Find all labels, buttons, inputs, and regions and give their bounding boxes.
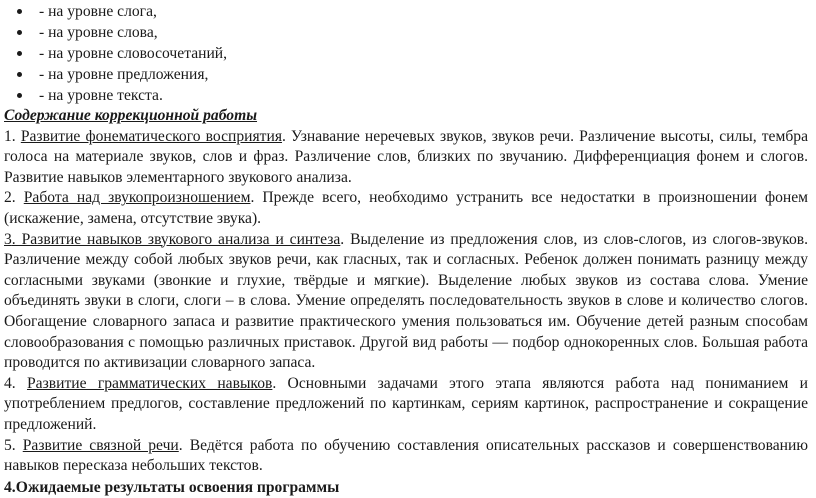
list-item-text: - на уровне предложения, bbox=[39, 66, 209, 83]
item-title: Работа над звукопроизношением bbox=[23, 189, 251, 207]
list-item bbox=[4, 63, 808, 84]
work-item-5 bbox=[4, 436, 808, 477]
list-item-text: - на уровне слога, bbox=[39, 3, 157, 20]
item-text: . Узнавание неречевых звуков, звуков речи. Различение высоты, силы, тембра голоса на материале звуков, слов и фраз. Различение слов, близких по звучанию. Дифференциация фонем и слогов. Развитие навыков элементарного звукового анализа. bbox=[4, 127, 808, 186]
list-item bbox=[4, 42, 808, 63]
list-item-text: - на уровне слова, bbox=[39, 24, 158, 41]
item-title: Развитие фонематического восприятия bbox=[20, 127, 283, 145]
bullet-icon bbox=[17, 9, 22, 14]
item-title: . Развитие навыков звукового анализа и синтеза bbox=[11, 230, 341, 248]
item-title: Развитие связной речи bbox=[22, 436, 179, 454]
work-item-2 bbox=[4, 188, 808, 229]
bullet-icon bbox=[17, 30, 22, 35]
item-number: 3 bbox=[4, 230, 12, 248]
list-item-text: - на уровне текста. bbox=[39, 87, 163, 104]
list-item bbox=[4, 84, 808, 105]
item-text: . Основными задачами этого этапа являются работа над пониманием и употреблением предлогов, составление предложений по картинкам, сериям картинок, распространение и сокращение предложений. bbox=[4, 374, 808, 433]
item-text: . Прежде всего, необходимо устранить все недостатки в произношении фонем (искажение, замена, отсутствие звука). bbox=[4, 189, 809, 227]
bullet-icon bbox=[17, 93, 22, 98]
list-item-text: - на уровне словосочетаний, bbox=[39, 45, 228, 62]
levels-list bbox=[4, 0, 808, 105]
bullet-icon bbox=[17, 72, 22, 77]
item-number: 2. bbox=[4, 189, 24, 207]
item-number: 4. bbox=[4, 374, 27, 392]
section-heading: Содержание коррекционной работы bbox=[4, 107, 258, 124]
list-item bbox=[4, 0, 808, 21]
work-item-1 bbox=[4, 127, 808, 189]
final-heading: 4.Ожидаемые результаты освоения программы bbox=[4, 478, 340, 496]
work-item-3 bbox=[4, 230, 808, 374]
item-number: 5. bbox=[4, 436, 23, 454]
item-text: . Выделение из предложения слов, из слов-слогов, из слогов-звуков. Различение между собой любых звуков речи, как гласных, так и согласных. Ребенок должен понимать разницу между согласными звуками (звонкие и глухие, твёрдые и мягкие). Выделение любых звуков из состава слова. Умение объединять звуки в слоги, слоги – в слова. Умение определять последовательность звуков в слове и количество слогов. Обогащение словарного запаса и развитие практического умения пользоваться им. Обучение детей разным способам словообразования с помощью различных приставок. Другой вид работы — подбор однокоренных слов. Большая работа проводится по активизации словарного запаса. bbox=[4, 230, 808, 372]
item-title: Развитие грамматических навыков bbox=[26, 374, 273, 392]
item-number: 1. bbox=[4, 127, 21, 145]
item-text: . Ведётся работа по обучению составления описательных рассказов и совершенствованию навыков пересказа небольших текстов. bbox=[4, 436, 809, 475]
work-item-4 bbox=[4, 374, 808, 436]
bullet-icon bbox=[17, 51, 22, 56]
list-item bbox=[4, 21, 808, 42]
